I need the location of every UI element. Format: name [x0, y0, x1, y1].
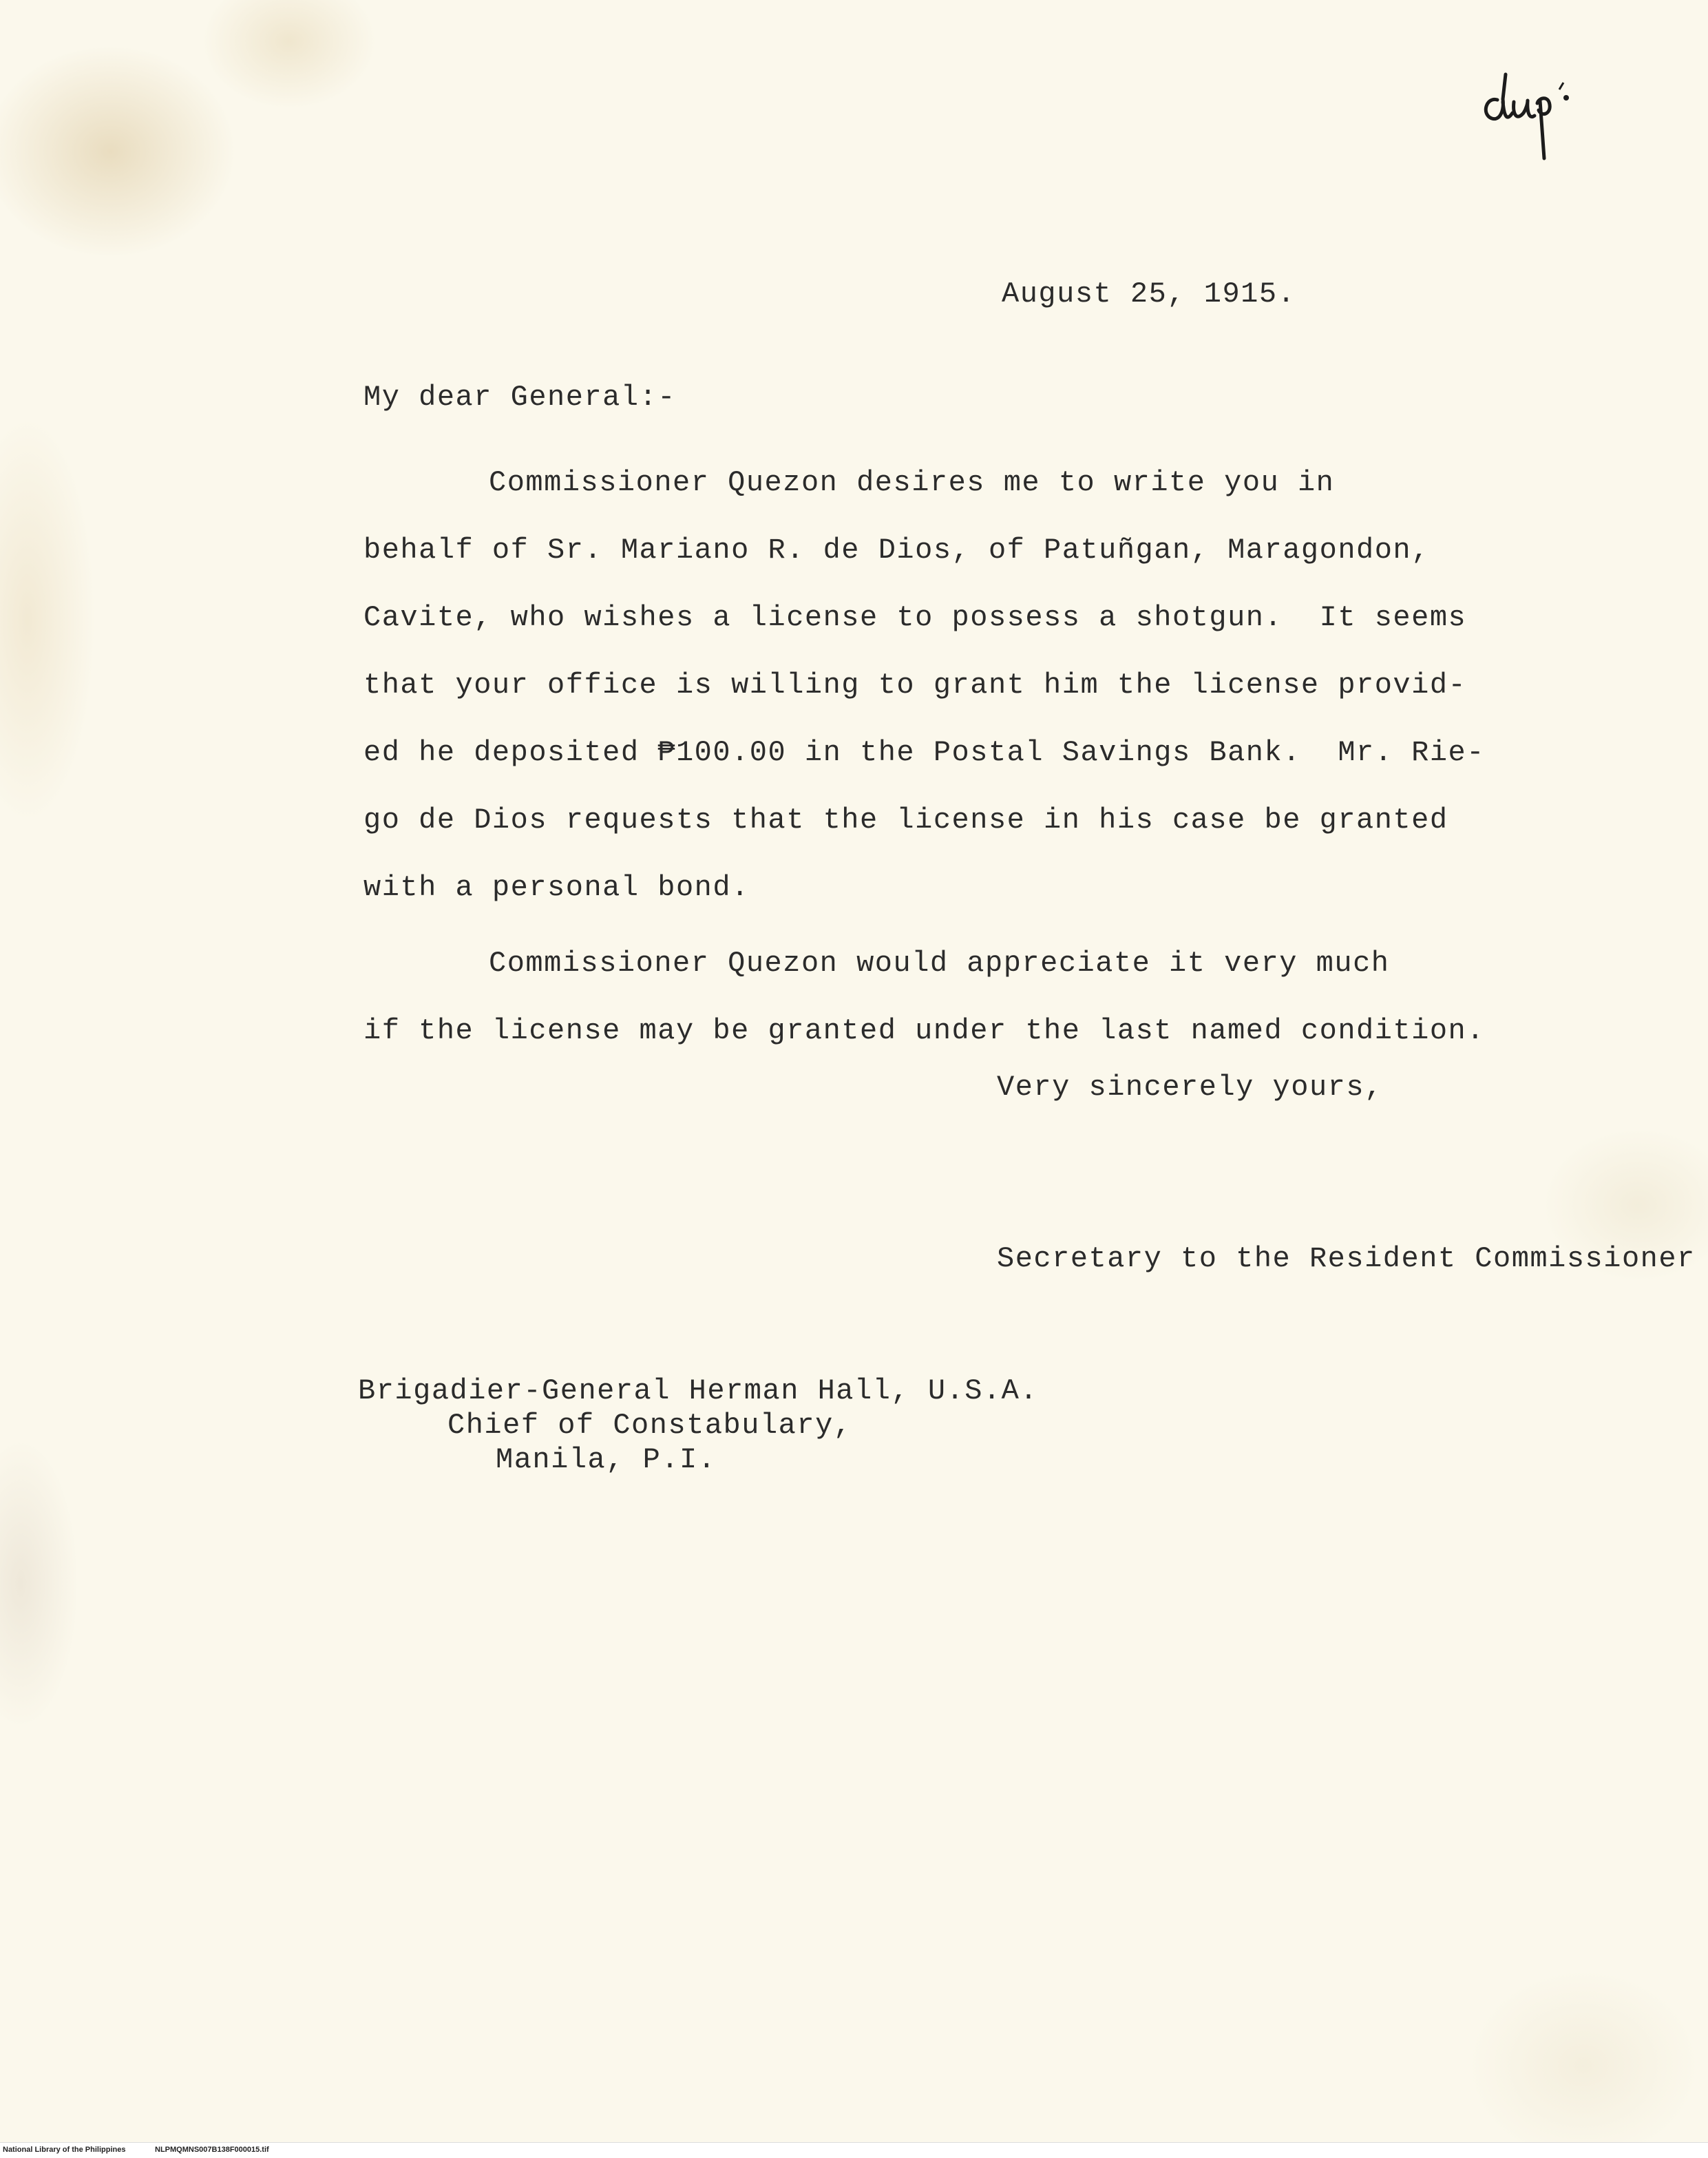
paragraph-line: Commissioner Quezon would appreciate it very much	[489, 947, 1390, 980]
paragraph-line: Cavite, who wishes a license to possess a shotgun. It seems	[363, 601, 1467, 634]
paragraph-line: if the license may be granted under the last named condition.	[363, 1014, 1485, 1047]
paragraph-line: go de Dios requests that the license in his case be granted	[363, 804, 1448, 837]
salutation: My dear General:-	[363, 381, 676, 414]
address-line: Brigadier-General Herman Hall, U.S.A.	[358, 1374, 1039, 1407]
paragraph-line: Commissioner Quezon desires me to write you in	[489, 466, 1335, 499]
signature-title: Secretary to the Resident Commissioner	[997, 1242, 1696, 1275]
handwritten-annotation	[1477, 69, 1614, 179]
scan-footer	[0, 2142, 1708, 2158]
paragraph-line: ed he deposited ₱100.00 in the Postal Savings Bank. Mr. Rie-	[363, 736, 1485, 769]
address-line: Manila, P.I.	[496, 1443, 717, 1476]
paragraph-line: that your office is willing to grant him the license provid-	[363, 669, 1467, 702]
footer-institution: National Library of the Philippines	[3, 2146, 126, 2154]
footer-file-id: NLPMQMNS007B138F000015.tif	[155, 2146, 269, 2154]
recipient-address	[358, 1374, 1038, 1477]
body-paragraph-1	[363, 449, 1485, 921]
paragraph-line: with a personal bond.	[363, 871, 750, 904]
address-line: Chief of Constabulary,	[447, 1409, 852, 1442]
closing: Very sincerely yours,	[997, 1071, 1383, 1104]
body-paragraph-2	[363, 930, 1485, 1065]
paragraph-line: behalf of Sr. Mariano R. de Dios, of Patuñgan, Maragondon,	[363, 534, 1430, 567]
letter-date: August 25, 1915.	[1002, 277, 1296, 311]
